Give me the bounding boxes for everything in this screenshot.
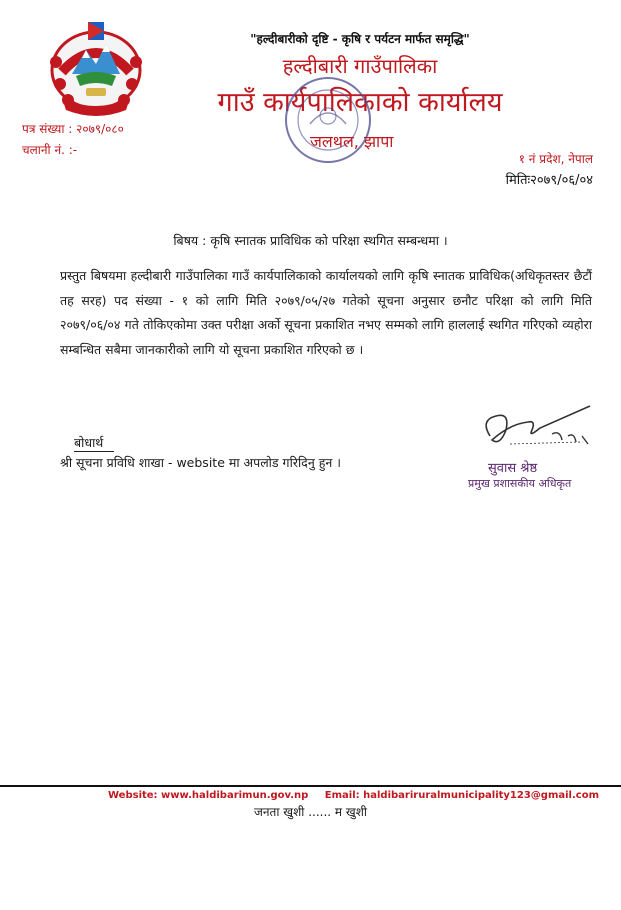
signature-icon [470,400,602,458]
chalani-number: चलानी नं. :- [22,143,78,157]
bodharth-underline [74,451,114,452]
office-stamp-icon [280,72,376,168]
footer-website: Website: www.haldibarimun.gov.np [108,790,309,801]
letter-body: प्रस्तुत बिषयमा हल्दीबारी गाउँपालिका गाउँ कार्यपालिकाको कार्यालयको लागि कृषि स्नातक प्राविधिक(अधिकृतस्तर छैटौं तह सरह) पद संख्या - १ को लागि मिति २०७९/०५/२७ गतेको सूचना अनुसार छनौट परिक्षा को लागि मिति २०७९/०६/०४ गते तोकिएकोमा उक्त परीक्षा अर्को सूचना प्रकाशित नभए सम्मको लागि हाललाई स्थगित गरिएको व्यहोरा सम्बन्धित सबैमा जानकारीको लागि यो सूचना प्रकाशित गरिएको छ । [60,268,592,357]
signatory-title: प्रमुख प्रशासकीय अधिकृत [468,477,572,490]
patra-sankhya: पत्र संख्या : २०७९/०८० [22,122,124,136]
signatory-name: सुवास श्रेष्ठ [488,461,538,476]
footer-divider [0,785,621,787]
bodharth-label: बोधार्थ [74,435,104,450]
bodharth-recipient: श्री सूचना प्रविधि शाखा - website मा अपलोड गरिदिनु हुन । [60,455,342,470]
letter-date: मितिः२०७९/०६/०४ [505,173,593,188]
nepal-emblem-icon [42,14,150,118]
footer-slogan: जनता खुशी ...... म खुशी [253,805,367,819]
letter-subject: बिषय : कृषि स्नातक प्राविधिक को परिक्षा स्थगित सम्बन्धमा । [173,233,448,248]
district-address: जलथल, झापा [310,132,394,151]
province-address: १ नं प्रदेश, नेपाल [518,152,593,166]
municipality-name: हल्दीबारी गाउँपालिका [282,54,438,78]
office-name: गाउँ कार्यपालिकाको कार्यालय [217,87,503,118]
motto: "हल्दीबारीको दृष्टि - कृषि र पर्यटन मार्फत समृद्धि" [250,32,470,46]
footer-email: Email: haldibariruralmunicipality123@gmail.com [324,790,599,801]
